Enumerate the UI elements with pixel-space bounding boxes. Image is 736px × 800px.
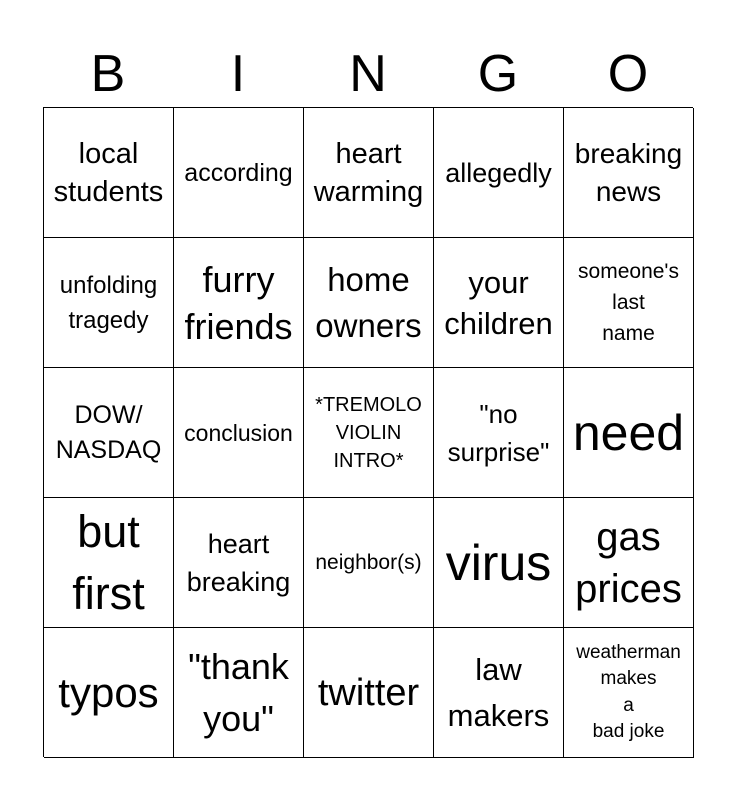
bingo-cell[interactable]	[564, 108, 694, 238]
bingo-cell-text: need	[572, 404, 685, 461]
bingo-cell[interactable]	[564, 628, 694, 758]
bingo-cell[interactable]	[44, 368, 174, 498]
bingo-cell[interactable]	[564, 498, 694, 628]
header-letter-b: B	[90, 45, 126, 103]
bingo-cell[interactable]	[304, 498, 434, 628]
bingo-cell[interactable]	[564, 238, 694, 368]
bingo-cell-text: "no surprise"	[447, 398, 550, 467]
header-letter-g: G	[477, 45, 519, 103]
bingo-cell[interactable]	[44, 238, 174, 368]
bingo-cell-text: heart breaking	[186, 528, 291, 597]
bingo-cell-text: typos	[58, 668, 159, 716]
bingo-cell-text: allegedly	[445, 157, 552, 188]
bingo-cell[interactable]	[174, 628, 304, 758]
bingo-cell[interactable]	[174, 108, 304, 238]
bingo-cell-text: twitter	[317, 671, 420, 714]
bingo-cell[interactable]	[434, 628, 564, 758]
bingo-cell[interactable]	[174, 368, 304, 498]
bingo-cell-text: *TREMOLO VIOLIN INTRO*	[315, 393, 422, 472]
bingo-cell-text: your children	[444, 264, 553, 341]
bingo-cell[interactable]	[304, 368, 434, 498]
bingo-cell[interactable]	[304, 238, 434, 368]
header-letter-n: N	[349, 45, 387, 103]
bingo-cell[interactable]	[434, 108, 564, 238]
bingo-cell[interactable]	[44, 108, 174, 238]
bingo-cell-text: neighbor(s)	[315, 550, 422, 574]
bingo-cell[interactable]	[174, 498, 304, 628]
bingo-cell-text: breaking news	[574, 137, 683, 207]
bingo-cell[interactable]	[434, 368, 564, 498]
bingo-cell-text: heart warming	[313, 137, 424, 208]
bingo-cell[interactable]	[44, 498, 174, 628]
bingo-cell-text: law makers	[447, 651, 550, 733]
bingo-cell[interactable]	[304, 108, 434, 238]
bingo-cell-text: DOW/ NASDAQ	[55, 400, 162, 464]
bingo-cell-text: furry friends	[184, 258, 293, 347]
bingo-header	[43, 40, 693, 108]
bingo-cell-text: conclusion	[184, 419, 293, 446]
bingo-cell-text: but first	[72, 505, 145, 619]
bingo-cell[interactable]	[564, 368, 694, 498]
bingo-cell-text: unfolding tragedy	[59, 271, 158, 334]
bingo-cell[interactable]	[304, 628, 434, 758]
bingo-cell[interactable]	[174, 238, 304, 368]
bingo-cell-text: local students	[53, 137, 164, 208]
bingo-cell[interactable]	[434, 498, 564, 628]
header-letter-o: O	[607, 45, 649, 103]
bingo-cell-text: someone's last name	[578, 260, 679, 345]
bingo-cell-text: home owners	[315, 260, 422, 344]
bingo-cell-text: "thank you"	[188, 645, 289, 739]
bingo-cell-text: gas prices	[575, 514, 682, 611]
bingo-cell[interactable]	[44, 628, 174, 758]
bingo-cell-text: according	[184, 158, 293, 187]
header-letter-i: I	[230, 45, 246, 103]
bingo-board	[43, 107, 693, 757]
bingo-cell-text: virus	[445, 534, 552, 591]
bingo-cell-text: weatherman makes a bad joke	[576, 641, 681, 742]
bingo-cell[interactable]	[434, 238, 564, 368]
